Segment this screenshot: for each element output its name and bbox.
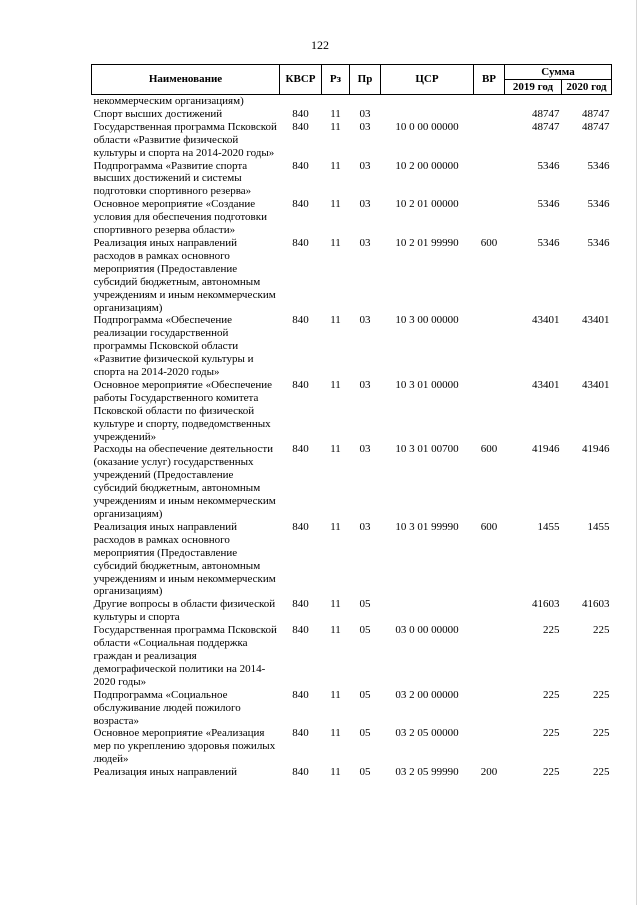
row-sum-2019-cell: 225 [543, 624, 560, 637]
row-name-cell: Расходы на обеспечение деятельности (оказание услуг) государственных учреждений (Предоставление субсидий бюджетным, автономным учреждениям и иным некоммерческим организациям) [93, 443, 276, 520]
row-rz-cell: 11 [330, 314, 341, 327]
header-year-2019: 2019 год [505, 80, 562, 95]
row-sum-2020-cell: 41946 [582, 443, 610, 456]
row-pr-cell: 03 [359, 198, 371, 211]
row-name-cell: Государственная программа Псковской области «Социальная поддержка граждан и реализация демографической политики на 2014-2020 годы» [93, 624, 277, 688]
row-rz-cell: 11 [330, 236, 341, 249]
table-row [92, 598, 612, 624]
row-rz-cell: 11 [330, 378, 341, 391]
row-vr-cell [474, 624, 505, 689]
row-rz-cell: 11 [330, 159, 341, 172]
row-sum-2020-cell: 41603 [582, 598, 610, 611]
row-sum-2019-cell: 1455 [537, 520, 560, 533]
row-rz-cell: 11 [330, 598, 341, 611]
header-vr: ВР [474, 65, 505, 95]
table-row [92, 121, 612, 160]
row-vr-cell: 600 [480, 236, 498, 249]
header-csr: ЦСР [381, 65, 474, 95]
row-kvsr-cell: 840 [292, 236, 309, 249]
row-csr-cell: 03 0 00 00000 [395, 624, 459, 637]
row-pr-cell: 05 [359, 624, 371, 637]
row-name-cell: Реализация иных направлений расходов в рамках основного мероприятия (Предоставление субсидий бюджетным, автономным учреждениям и иным некоммерческим организациям) [93, 520, 276, 598]
header-name: Наименование [92, 65, 280, 95]
row-sum-2020-cell: 225 [593, 727, 610, 740]
row-csr-cell: 10 3 00 00000 [395, 314, 459, 327]
row-sum-2019-cell: 48747 [532, 107, 560, 120]
row-name-cell: Подпрограмма «Обеспечение реализации государственной программы Псковской области «Развитие физической культуры и спорта на 2014-2020 годы» [93, 314, 254, 379]
table-body [92, 95, 612, 780]
row-name-cell: Государственная программа Псковской области «Развитие физической культуры и спорта на 2014-2020 годы» [93, 120, 277, 159]
table-row [92, 766, 612, 779]
header-pr: Пр [350, 65, 381, 95]
table-row [92, 108, 612, 121]
row-vr-cell [474, 160, 505, 199]
table-row [92, 624, 612, 689]
table-row [92, 237, 612, 314]
table-row [92, 521, 612, 598]
table-row [92, 689, 612, 728]
table-header [92, 65, 612, 95]
row-sum-2020-cell: 43401 [582, 378, 610, 391]
row-pr-cell: 03 [359, 159, 371, 172]
row-csr-cell: 10 3 01 00700 [395, 443, 459, 456]
row-rz-cell: 11 [330, 120, 341, 133]
row-csr-cell: 10 2 00 00000 [395, 159, 459, 172]
row-sum-2019-cell: 225 [543, 766, 560, 779]
row-kvsr-cell [280, 95, 322, 108]
row-csr-cell: 10 2 01 99990 [395, 236, 459, 249]
row-sum-2019-cell: 48747 [532, 120, 560, 133]
row-vr-cell [474, 598, 505, 624]
row-rz-cell: 11 [330, 198, 341, 211]
row-sum-2020-cell: 48747 [582, 107, 610, 120]
header-rz: Рз [322, 65, 350, 95]
row-rz-cell: 11 [330, 443, 341, 456]
row-name-cell: Подпрограмма «Социальное обслуживание людей пожилого возраста» [93, 688, 241, 727]
table-row [92, 314, 612, 379]
row-sum-2020-cell [562, 95, 612, 108]
row-name-cell: Спорт высших достижений [93, 107, 223, 120]
row-kvsr-cell: 840 [292, 107, 309, 120]
row-vr-cell: 600 [480, 443, 498, 456]
row-pr-cell: 03 [359, 236, 371, 249]
row-sum-2019-cell: 5346 [537, 159, 560, 172]
row-vr-cell [474, 95, 505, 108]
row-pr-cell: 05 [359, 688, 371, 701]
row-name-cell: Подпрограмма «Развитие спорта высших достижений и системы подготовки спортивного резерва» [93, 159, 252, 198]
row-kvsr-cell: 840 [292, 520, 309, 533]
row-vr-cell [474, 314, 505, 379]
row-name-cell: Реализация иных направлений [93, 766, 238, 779]
row-csr-cell [381, 108, 474, 121]
row-rz-cell: 11 [330, 107, 341, 120]
row-vr-cell [474, 121, 505, 160]
row-rz-cell: 11 [330, 766, 341, 779]
row-sum-2019-cell: 225 [543, 727, 560, 740]
row-sum-2020-cell: 1455 [587, 520, 610, 533]
row-pr-cell [350, 95, 381, 108]
row-sum-2019-cell: 5346 [537, 236, 560, 249]
row-rz-cell [322, 95, 350, 108]
row-kvsr-cell: 840 [292, 688, 309, 701]
row-kvsr-cell: 840 [292, 314, 309, 327]
row-vr-cell [474, 727, 505, 766]
row-sum-2019-cell [505, 95, 562, 108]
row-name-cell: некоммерческим организациям) [93, 95, 244, 107]
header-year-2020: 2020 год [562, 80, 612, 95]
row-rz-cell: 11 [330, 520, 341, 533]
row-sum-2020-cell: 5346 [587, 198, 610, 211]
row-name-cell: Основное мероприятие «Реализация мер по укреплению здоровья пожилых людей» [93, 727, 276, 766]
row-name-cell: Другие вопросы в области физической культуры и спорта [93, 598, 276, 624]
table-row [92, 95, 612, 108]
table-row [92, 727, 612, 766]
row-sum-2020-cell: 5346 [587, 236, 610, 249]
row-vr-cell: 600 [480, 520, 498, 533]
row-pr-cell: 03 [359, 314, 371, 327]
row-pr-cell: 03 [359, 120, 371, 133]
row-vr-cell [474, 198, 505, 237]
row-csr-cell: 03 2 05 99990 [395, 766, 459, 779]
row-pr-cell: 03 [359, 520, 371, 533]
row-sum-2020-cell: 225 [593, 688, 610, 701]
row-sum-2019-cell: 41946 [532, 443, 560, 456]
row-sum-2019-cell: 43401 [532, 314, 560, 327]
row-kvsr-cell: 840 [292, 443, 309, 456]
row-rz-cell: 11 [330, 688, 341, 701]
row-sum-2020-cell: 5346 [587, 159, 610, 172]
row-kvsr-cell: 840 [292, 727, 309, 740]
row-csr-cell: 03 2 05 00000 [395, 727, 459, 740]
row-kvsr-cell: 840 [292, 120, 309, 133]
budget-table [91, 64, 612, 779]
row-kvsr-cell: 840 [292, 198, 309, 211]
page-number: 122 [311, 38, 329, 52]
row-vr-cell [474, 108, 505, 121]
row-sum-2019-cell: 225 [543, 688, 560, 701]
row-rz-cell: 11 [330, 727, 341, 740]
row-csr-cell [381, 598, 474, 624]
row-sum-2020-cell: 225 [593, 766, 610, 779]
row-kvsr-cell: 840 [292, 624, 309, 637]
row-sum-2019-cell: 5346 [537, 198, 560, 211]
row-vr-cell [474, 379, 505, 444]
row-sum-2020-cell: 225 [593, 624, 610, 637]
table-row [92, 160, 612, 199]
table-row [92, 443, 612, 520]
row-csr-cell [381, 95, 474, 108]
table-row [92, 379, 612, 444]
row-name-cell: Основное мероприятие «Создание условия для обеспечения подготовки спортивного резерва области» [93, 198, 267, 237]
header-sum: Сумма [505, 65, 612, 80]
row-kvsr-cell: 840 [292, 159, 309, 172]
row-name-cell: Реализация иных направлений расходов в рамках основного мероприятия (Предоставление субсидий бюджетным, автономным учреждениям и иным некоммерческим организациям) [93, 236, 276, 314]
row-kvsr-cell: 840 [292, 598, 309, 611]
row-csr-cell: 10 3 01 99990 [395, 520, 459, 533]
row-rz-cell: 11 [330, 624, 341, 637]
row-csr-cell: 10 2 01 00000 [395, 198, 459, 211]
row-vr-cell [474, 689, 505, 728]
row-sum-2020-cell: 43401 [582, 314, 610, 327]
row-kvsr-cell: 840 [292, 378, 309, 391]
header-kvsr: КВСР [280, 65, 322, 95]
row-pr-cell: 05 [359, 727, 371, 740]
row-csr-cell: 03 2 00 00000 [395, 688, 459, 701]
row-name-cell: Основное мероприятие «Обеспечение работы Государственного комитета Псковской области по физической культуре и спорту, подведомственных учреждений» [93, 378, 273, 443]
row-csr-cell: 10 0 00 00000 [395, 120, 459, 133]
row-sum-2020-cell: 48747 [582, 120, 610, 133]
row-pr-cell: 03 [359, 443, 371, 456]
row-sum-2019-cell: 43401 [532, 378, 560, 391]
row-pr-cell: 03 [359, 378, 371, 391]
row-sum-2019-cell: 41603 [532, 598, 560, 611]
row-pr-cell: 05 [359, 598, 371, 611]
row-vr-cell: 200 [480, 766, 498, 779]
row-pr-cell: 03 [359, 107, 371, 120]
row-pr-cell: 05 [359, 766, 371, 779]
table-row [92, 198, 612, 237]
scan-edge-line [636, 0, 637, 905]
row-kvsr-cell: 840 [292, 766, 309, 779]
row-csr-cell: 10 3 01 00000 [395, 378, 459, 391]
